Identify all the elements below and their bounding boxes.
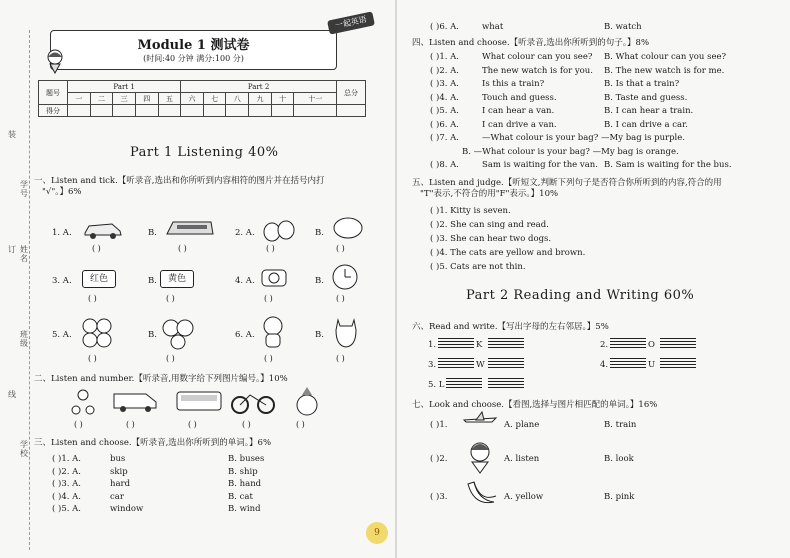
q3-option-a: bus xyxy=(110,454,126,464)
score-cell[interactable] xyxy=(294,105,337,117)
dog-icon xyxy=(258,314,288,350)
q3-item-6-a: what xyxy=(482,22,504,32)
q4-item-num: ( )7. A. xyxy=(430,133,459,143)
answer-paren[interactable]: ( ) xyxy=(296,420,305,429)
title-box xyxy=(50,30,337,70)
score-num: 十 xyxy=(271,93,294,105)
write-lines[interactable] xyxy=(488,338,524,348)
q4-option-a: B. —What colour is your bag? —My bag is orange. xyxy=(462,146,679,157)
answer-paren[interactable]: ( ) xyxy=(188,420,197,429)
q4-option-b: B. What colour can you see? xyxy=(604,52,727,62)
answer-paren[interactable]: ( ) xyxy=(126,420,135,429)
q5-instruction-cont: "T"表示,不符合的用"F"表示。】10% xyxy=(420,189,559,199)
score-num: 二 xyxy=(90,93,113,105)
q6-letter: W xyxy=(476,360,485,370)
q4-option-a: I can hear a van. xyxy=(482,106,555,116)
monkeys-icon xyxy=(160,316,196,350)
score-cell[interactable] xyxy=(135,105,158,117)
q4-instruction: 四、Listen and choose.【听录音,选出你所听到的句子。】8% xyxy=(412,38,650,48)
q4-item-num: ( )6. A. xyxy=(430,119,459,130)
q3-option-b: B. wind xyxy=(228,504,261,514)
part2-heading: Part 2 Reading and Writing 60% xyxy=(466,288,695,303)
score-num: 一 xyxy=(68,93,91,105)
q1-label: B. xyxy=(315,228,324,238)
q4-item-num: ( )3. A. xyxy=(430,79,459,89)
van-icon xyxy=(112,388,160,414)
bus-icon xyxy=(175,388,223,414)
q3-item-num: ( )3. A. xyxy=(52,479,81,489)
left-page xyxy=(30,0,385,558)
q3-item-num: ( )2. A. xyxy=(52,466,81,477)
q1-label: B. xyxy=(315,276,324,286)
q4-option-a: I can drive a van. xyxy=(482,119,557,130)
q6-num: 5. L xyxy=(428,380,445,390)
q3-instruction: 三、Listen and choose.【听录音,选出你所听到的单词。】6% xyxy=(34,438,272,448)
score-num: 九 xyxy=(249,93,272,105)
margin-label-line: 线 xyxy=(8,390,16,399)
q4-item-num: ( )5. A. xyxy=(430,106,459,116)
q4-option-a: Sam is waiting for the van. xyxy=(482,160,598,170)
score-cell[interactable] xyxy=(271,105,294,117)
write-lines[interactable] xyxy=(438,338,474,348)
score-num: 十一 xyxy=(294,93,337,105)
q4-option-b: B. Is that a train? xyxy=(604,79,680,89)
q7-option-a: A. plane xyxy=(504,420,540,430)
q3-option-a: skip xyxy=(110,466,128,477)
q1-label: 1. A. xyxy=(52,228,72,238)
right-page xyxy=(408,0,778,558)
score-cell[interactable] xyxy=(203,105,226,117)
answer-paren[interactable]: ( ) xyxy=(242,420,251,429)
series-badge: 一起英语 xyxy=(327,11,375,34)
margin-label-num: 学号 xyxy=(20,180,28,198)
q1-label: 3. A. xyxy=(52,276,72,286)
q6-num: 4. xyxy=(600,360,609,370)
q7-num: ( )2. xyxy=(430,454,448,464)
q1-label: B. xyxy=(148,276,157,286)
q4-option-b: B. I can hear a train. xyxy=(604,106,694,116)
q1-label: B. xyxy=(315,330,324,340)
binding-margin xyxy=(8,0,28,558)
answer-paren[interactable]: ( ) xyxy=(264,354,273,363)
q4-option-b: B. I can drive a car. xyxy=(604,119,688,130)
q7-option-b: B. train xyxy=(604,420,637,430)
margin-label-cut: 订 xyxy=(8,245,16,254)
word-card-yellow: 黄色 xyxy=(160,270,194,288)
q2-instruction: 二、Listen and number.【听录音,用数字给下列图片编号。】10% xyxy=(34,374,288,384)
q5-instruction: 五、Listen and judge.【听短文,判断下列句子是否符合你所听到的内容,符合的用 xyxy=(412,178,722,188)
q1-label: 2. A. xyxy=(235,228,255,238)
q3-option-b: B. hand xyxy=(228,479,262,489)
q6-num: 2. xyxy=(600,340,609,350)
score-num: 八 xyxy=(226,93,249,105)
boy-on-bike-icon xyxy=(70,388,96,416)
q4-item-num: ( )2. A. xyxy=(430,65,459,76)
girl-listening-icon xyxy=(464,440,496,474)
q3-option-a: car xyxy=(110,491,124,502)
q7-num: ( )3. xyxy=(430,492,448,502)
q5-item: ( )3. She can hear two dogs. xyxy=(430,234,552,244)
pear-icon xyxy=(260,212,296,242)
score-table xyxy=(38,80,366,117)
margin-label-school: 学校 xyxy=(20,440,28,458)
answer-paren[interactable]: ( ) xyxy=(88,354,97,363)
q1-label: 5. A. xyxy=(52,330,72,340)
pineapple-icon xyxy=(292,386,322,416)
score-num: 四 xyxy=(135,93,158,105)
q4-item-num: ( )8. A. xyxy=(430,160,459,170)
q3-item-6-b: B. watch xyxy=(604,22,642,32)
answer-paren[interactable]: ( ) xyxy=(88,294,97,303)
q3-option-b: B. cat xyxy=(228,491,253,502)
score-num: 六 xyxy=(181,93,204,105)
bananas-icon xyxy=(464,478,498,508)
answer-paren[interactable]: ( ) xyxy=(266,244,275,253)
plane-icon xyxy=(462,410,498,430)
cartoon-girl-icon xyxy=(42,48,68,74)
q7-option-b: B. look xyxy=(604,454,634,464)
margin-label-bind: 装 xyxy=(8,130,16,139)
q4-option-b: B. Sam is waiting for the bus. xyxy=(604,160,732,170)
write-lines[interactable] xyxy=(660,358,696,368)
write-lines[interactable] xyxy=(610,338,646,348)
q5-item: ( )1. Kitty is seven. xyxy=(430,206,511,216)
q4-option-a: The new watch is for you. xyxy=(482,65,593,76)
write-lines[interactable] xyxy=(446,378,482,388)
q4-option-a: Touch and guess. xyxy=(482,92,557,103)
q4-option-a: What colour can you see? xyxy=(482,52,593,62)
q7-instruction: 七、Look and choose.【看图,选择与图片相匹配的单词。】16% xyxy=(412,400,658,410)
score-row-label: 得分 xyxy=(39,105,68,117)
clock-icon xyxy=(330,262,360,292)
q1-instruction-cont: "√"。】6% xyxy=(42,187,82,197)
q7-option-a: A. yellow xyxy=(504,492,544,502)
answer-paren[interactable]: ( ) xyxy=(336,354,345,363)
write-lines[interactable] xyxy=(438,358,474,368)
score-part2: Part 2 xyxy=(181,81,337,93)
q4-item-num: ( )1. A. xyxy=(430,52,459,62)
fruit-icon xyxy=(330,214,366,240)
q3-option-a: hard xyxy=(110,479,131,489)
score-part1: Part 1 xyxy=(68,81,181,93)
bicycle-icon xyxy=(230,390,276,414)
q4-option-a: —What colour is your bag? —My bag is purple. xyxy=(482,133,686,143)
score-num: 三 xyxy=(113,93,136,105)
q3-item-num: ( )1. A. xyxy=(52,454,81,464)
score-cell[interactable] xyxy=(113,105,136,117)
q4-item-num: ( )4. A. xyxy=(430,92,459,103)
page-subtitle: (时间:40 分钟 满分:100 分) xyxy=(143,54,244,63)
score-cell[interactable] xyxy=(90,105,113,117)
q1-label: B. xyxy=(148,330,157,340)
answer-paren[interactable]: ( ) xyxy=(166,354,175,363)
answer-paren[interactable]: ( ) xyxy=(264,294,273,303)
page-title: Module 1 测试卷 xyxy=(137,38,250,53)
score-cell[interactable] xyxy=(158,105,181,117)
q1-label: 4. A. xyxy=(235,276,255,286)
answer-paren[interactable]: ( ) xyxy=(336,244,345,253)
q6-letter: U xyxy=(648,360,656,370)
score-cell[interactable] xyxy=(68,105,91,117)
score-cell[interactable] xyxy=(337,105,366,117)
q3-item-num: ( )5. A. xyxy=(52,504,81,514)
q4-option-a: Is this a train? xyxy=(482,79,545,89)
score-num: 七 xyxy=(203,93,226,105)
word-card-red: 红色 xyxy=(82,270,116,288)
q5-item: ( )4. The cats are yellow and brown. xyxy=(430,248,586,258)
answer-paren[interactable]: ( ) xyxy=(166,294,175,303)
score-col-header: 题号 xyxy=(39,81,68,105)
q7-option-a: A. listen xyxy=(504,454,540,464)
q6-num: 1. xyxy=(428,340,437,350)
q1-instruction: 一、Listen and tick.【听录音,选出和你所听到内容相符的图片并在括号内打 xyxy=(34,176,325,186)
answer-paren[interactable]: ( ) xyxy=(178,244,187,253)
answer-paren[interactable]: ( ) xyxy=(336,294,345,303)
write-lines[interactable] xyxy=(488,358,524,368)
q5-item: ( )2. She can sing and read. xyxy=(430,220,549,230)
score-num: 五 xyxy=(158,93,181,105)
score-total: 总分 xyxy=(337,81,366,105)
q7-num: ( )1. xyxy=(430,420,448,430)
write-lines[interactable] xyxy=(488,378,524,388)
score-cell[interactable] xyxy=(249,105,272,117)
page-fold xyxy=(395,0,397,558)
answer-paren[interactable]: ( ) xyxy=(74,420,83,429)
q5-item: ( )5. Cats are not thin. xyxy=(430,262,526,272)
margin-label-class: 班级 xyxy=(20,330,28,348)
watch-icon xyxy=(258,264,290,292)
write-lines[interactable] xyxy=(610,358,646,368)
score-cell[interactable] xyxy=(181,105,204,117)
q3-item-num: ( )4. A. xyxy=(52,491,81,502)
q6-instruction: 六、Read and write.【写出字母的左右邻居。】5% xyxy=(412,322,609,332)
q3-option-b: B. buses xyxy=(228,454,265,464)
q1-label: 6. A. xyxy=(235,330,255,340)
q3-option-a: window xyxy=(110,504,144,514)
margin-label-name: 姓名 xyxy=(20,245,28,263)
q4-option-b: B. The new watch is for me. xyxy=(604,65,725,76)
q4-option-b: B. Taste and guess. xyxy=(604,92,688,103)
cat-icon xyxy=(330,314,362,350)
score-cell[interactable] xyxy=(226,105,249,117)
page-number: 9 xyxy=(366,522,388,544)
answer-paren[interactable]: ( ) xyxy=(92,244,101,253)
q6-letter: K xyxy=(476,340,483,350)
q1-label: B. xyxy=(148,228,157,238)
q6-letter: O xyxy=(648,340,655,350)
q7-option-b: B. pink xyxy=(604,492,635,502)
car-icon xyxy=(82,218,124,240)
q3-item-6-num: ( )6. A. xyxy=(430,22,459,32)
part1-heading: Part 1 Listening 40% xyxy=(130,145,279,160)
q3-option-b: B. ship xyxy=(228,466,258,477)
write-lines[interactable] xyxy=(660,338,696,348)
train-icon xyxy=(165,216,215,240)
balloons-icon xyxy=(80,316,116,350)
q6-num: 3. xyxy=(428,360,437,370)
